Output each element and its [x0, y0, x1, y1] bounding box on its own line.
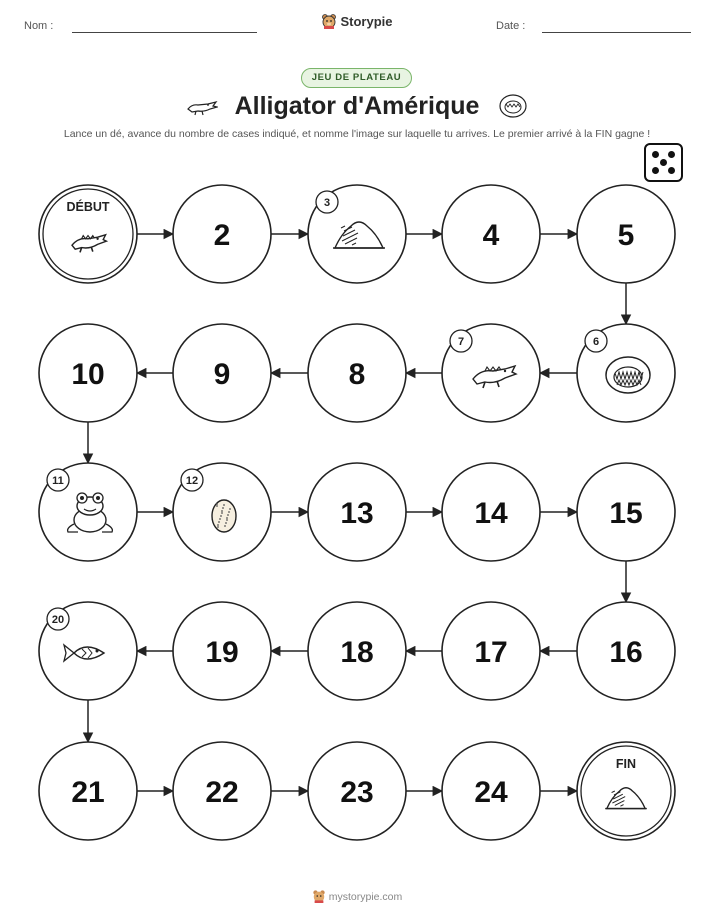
space-number: 14	[474, 497, 508, 530]
board-space-2	[173, 185, 271, 283]
space-number: 24	[474, 776, 508, 809]
board-space-8	[308, 324, 406, 422]
board-space-21	[39, 742, 137, 840]
board-space-7	[442, 324, 540, 422]
board-space-11	[39, 463, 137, 561]
board-space-13	[308, 463, 406, 561]
board-space-24	[442, 742, 540, 840]
board-space-5	[577, 185, 675, 283]
instructions: Lance un dé, avance du nombre de cases indiqué, et nomme l'image sur laquelle tu arrives. Le premier arrivé à la FIN gagne !	[63, 128, 651, 140]
board-space-14	[442, 463, 540, 561]
space-number: 2	[213, 219, 231, 252]
space-number: 16	[609, 636, 643, 669]
board-space-23	[308, 742, 406, 840]
space-number: 4	[482, 219, 500, 252]
space-number: 5	[617, 219, 635, 252]
date-label: Date :	[496, 20, 526, 32]
brand-name: Storypie	[340, 14, 393, 29]
footer-url: mystorypie.com	[328, 891, 403, 903]
board-space-9	[173, 324, 271, 422]
board-space-19	[173, 602, 271, 700]
name-label: Nom :	[24, 20, 54, 32]
board-space-22	[173, 742, 271, 840]
space-number: 22	[205, 776, 239, 809]
game-type-badge: JEU DE PLATEAU	[301, 68, 412, 88]
board-space-10	[39, 324, 137, 422]
space-number: 20	[51, 614, 65, 626]
bear-mascot-icon	[312, 889, 326, 906]
space-number: 12	[185, 475, 199, 487]
space-number: 21	[71, 776, 105, 809]
space-number: 19	[205, 636, 239, 669]
board-space-20	[39, 602, 137, 700]
board-space-3	[308, 185, 406, 283]
start-space	[39, 185, 137, 283]
board-space-6	[577, 324, 675, 422]
board-space-16	[577, 602, 675, 700]
end-space	[577, 742, 675, 840]
page-title: Alligator d'Amérique	[234, 92, 480, 120]
space-number: 17	[474, 636, 508, 669]
egg-icon	[212, 500, 236, 532]
footer	[0, 889, 714, 906]
space-number: 7	[457, 336, 465, 348]
space-number: 23	[340, 776, 374, 809]
alligator-jaws-icon	[606, 357, 650, 393]
board-space-17	[442, 602, 540, 700]
board-space-15	[577, 463, 675, 561]
space-number: 3	[323, 197, 331, 209]
space-number: 15	[609, 497, 643, 530]
space-number: 18	[340, 636, 374, 669]
space-number: 8	[348, 358, 366, 391]
space-number: 11	[52, 475, 64, 487]
space-label: FIN	[615, 757, 637, 771]
board-space-4	[442, 185, 540, 283]
board-space-18	[308, 602, 406, 700]
board-space-12	[173, 463, 271, 561]
space-number: 6	[592, 336, 600, 348]
space-number: 10	[71, 358, 105, 391]
space-label: DÉBUT	[66, 200, 110, 214]
space-number: 13	[340, 497, 374, 530]
space-number: 9	[213, 358, 231, 391]
